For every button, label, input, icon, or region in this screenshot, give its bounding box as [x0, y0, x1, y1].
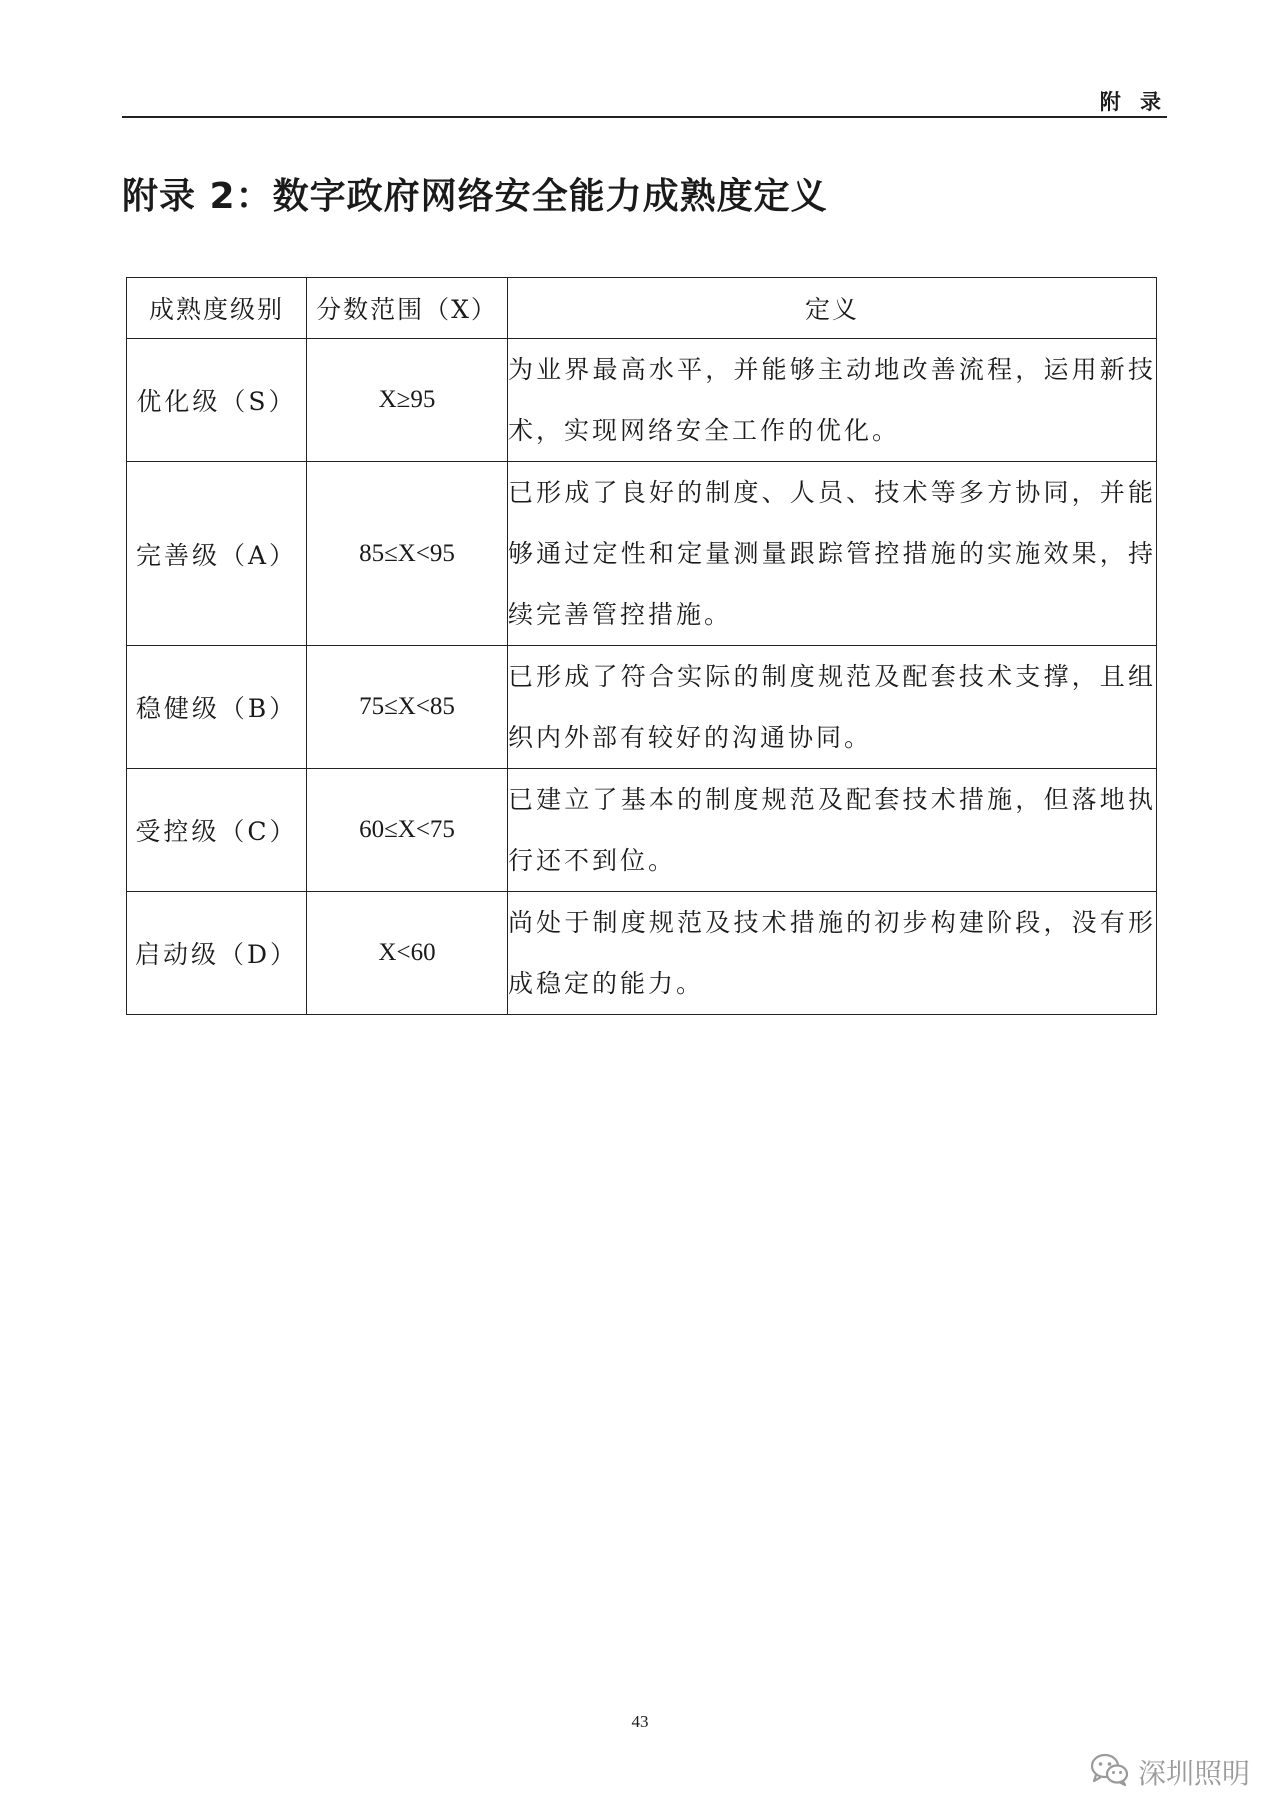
table-row [127, 339, 1157, 462]
table-row [127, 769, 1157, 892]
table-header-row [127, 278, 1157, 339]
page-title: 附录 2：数字政府网络安全能力成熟度定义 [122, 176, 828, 217]
page-number: 43 [631, 1712, 649, 1731]
range-cell: 60≤X<75 [307, 769, 508, 892]
definition-cell: 已形成了良好的制度、人员、技术等多方协同，并能够通过定性和定量测量跟踪管控措施的实施效果，持续完善管控措施。 [508, 462, 1157, 646]
table-row [127, 462, 1157, 646]
running-head [122, 86, 1167, 118]
wechat-icon [1090, 1753, 1130, 1791]
table-row [127, 892, 1157, 1015]
level-cell: 稳健级（B） [127, 646, 307, 769]
watermark [1090, 1752, 1250, 1792]
range-cell: 75≤X<85 [307, 646, 508, 769]
watermark-label: 深圳照明 [1137, 1757, 1250, 1790]
level-cell: 完善级（A） [127, 462, 307, 646]
running-head-text: 附 录 [1099, 90, 1167, 114]
definition-cell: 为业界最高水平，并能够主动地改善流程，运用新技术，实现网络安全工作的优化。 [508, 339, 1157, 462]
table-row [127, 646, 1157, 769]
header-level: 成熟度级别 [127, 278, 307, 339]
range-cell: X<60 [307, 892, 508, 1015]
header-definition: 定义 [508, 278, 1157, 339]
definition-cell: 已建立了基本的制度规范及配套技术措施，但落地执行还不到位。 [508, 769, 1157, 892]
level-cell: 优化级（S） [127, 339, 307, 462]
level-cell: 受控级（C） [127, 769, 307, 892]
maturity-table [126, 277, 1157, 1015]
definition-cell: 已形成了符合实际的制度规范及配套技术支撑，且组织内外部有较好的沟通协同。 [508, 646, 1157, 769]
range-cell: 85≤X<95 [307, 462, 508, 646]
range-cell: X≥95 [307, 339, 508, 462]
header-range: 分数范围（X） [307, 278, 508, 339]
level-cell: 启动级（D） [127, 892, 307, 1015]
definition-cell: 尚处于制度规范及技术措施的初步构建阶段，没有形成稳定的能力。 [508, 892, 1157, 1015]
